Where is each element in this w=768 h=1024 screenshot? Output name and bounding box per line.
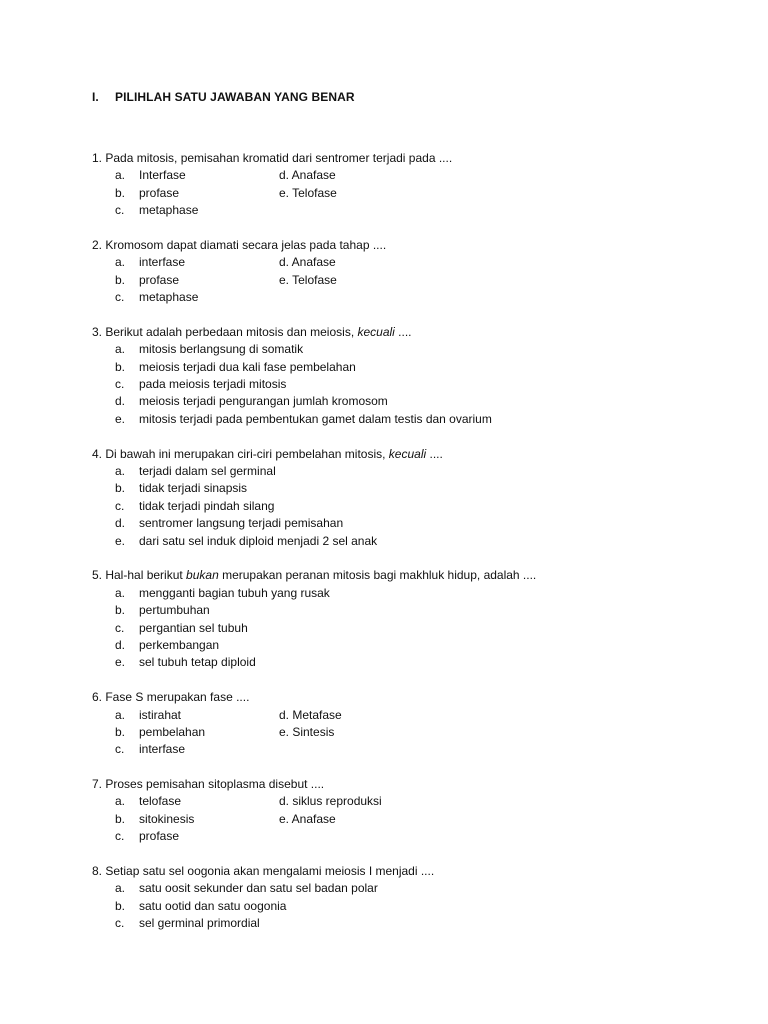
option-text: istirahat [139,707,182,722]
option-row [92,602,732,619]
option-letter: a. [115,585,126,600]
option-letter: e. [115,411,126,426]
question-1 [92,150,732,220]
option-row [92,637,732,654]
section-heading [92,90,355,104]
option-text: mitosis terjadi pada pembentukan gamet dalam testis dan ovarium [139,411,492,426]
option-letter: b. [115,481,126,496]
option-right: e. Telofase [279,185,337,200]
option-right: d. Anafase [279,168,336,183]
option-row [92,707,732,724]
option-text: satu ootid dan satu oogonia [139,898,287,913]
option-text: sitokinesis [139,811,195,826]
option-text: metaphase [139,290,199,305]
section-number: I. [92,90,99,104]
option-text: sel germinal primordial [139,916,260,931]
option-letter: c. [115,742,125,757]
question-emphasis: kecuali [388,446,427,461]
option-row [92,811,732,828]
question-text: 5. Hal-hal berikut [92,568,187,583]
option-letter: b. [115,185,126,200]
option-right: e. Sintesis [279,724,335,739]
question-stem [92,237,732,254]
question-text-end: merupakan peranan mitosis bagi makhluk hidup, adalah .... [218,568,537,583]
option-letter: d. [115,394,126,409]
option-letter: a. [115,255,126,270]
question-2 [92,237,732,307]
option-letter: c. [115,620,125,635]
question-emphasis: bukan [186,568,219,583]
question-text: 8. Setiap satu sel oogonia akan mengalami meiosis I menjadi .... [92,864,435,879]
option-row [92,341,732,358]
option-text: dari satu sel induk diploid menjadi 2 sel anak [139,533,378,548]
option-row [92,828,732,845]
section-title: PILIHLAH SATU JAWABAN YANG BENAR [115,90,355,104]
option-letter: a. [115,881,126,896]
option-right: e. Telofase [279,272,337,287]
question-emphasis: kecuali [357,324,395,339]
question-stem [92,567,732,584]
option-right: d. Metafase [279,707,342,722]
option-row [92,915,732,932]
option-right: e. Anafase [279,811,336,826]
option-letter: c. [115,916,125,931]
option-row [92,498,732,515]
option-row [92,202,732,219]
option-letter: a. [115,707,126,722]
option-letter: c. [115,290,125,305]
option-letter: c. [115,377,125,392]
option-row [92,289,732,306]
option-text: metaphase [139,203,199,218]
option-row [92,515,732,532]
question-4 [92,446,732,550]
question-6 [92,689,732,759]
option-text: pada meiosis terjadi mitosis [139,377,287,392]
option-row [92,654,732,671]
option-row [92,585,732,602]
option-text: meiosis terjadi dua kali fase pembelahan [139,359,356,374]
option-right: d. Anafase [279,255,336,270]
question-7 [92,776,732,846]
option-letter: a. [115,794,126,809]
question-stem [92,689,732,706]
question-text: 2. Kromosom dapat diamati secara jelas pada tahap .... [92,237,387,252]
question-text: 6. Fase S merupakan fase .... [92,690,250,705]
option-text: pergantian sel tubuh [139,620,248,635]
option-text: perkembangan [139,637,220,652]
option-text: meiosis terjadi pengurangan jumlah kromosom [139,394,388,409]
option-letter: e. [115,655,126,670]
option-text: interfase [139,742,186,757]
question-stem [92,776,732,793]
option-row [92,463,732,480]
option-text: profase [139,829,180,844]
question-list [92,150,732,950]
option-right: d. siklus reproduksi [279,794,382,809]
question-text-end: .... [394,324,412,339]
question-stem [92,150,732,167]
option-letter: b. [115,811,126,826]
question-8 [92,863,732,933]
option-row [92,533,732,550]
option-row [92,359,732,376]
question-text: 4. Di bawah ini merupakan ciri-ciri pembelahan mitosis, [92,446,389,461]
option-row [92,411,732,428]
option-letter: b. [115,603,126,618]
option-row [92,272,732,289]
question-text-end: .... [426,446,443,461]
option-text: terjadi dalam sel germinal [139,464,276,479]
option-letter: a. [115,342,126,357]
question-stem [92,324,732,341]
question-stem [92,446,732,463]
option-letter: d. [115,516,126,531]
option-letter: c. [115,829,125,844]
option-row [92,167,732,184]
option-text: sel tubuh tetap diploid [139,655,256,670]
question-text: 1. Pada mitosis, pemisahan kromatid dari sentromer terjadi pada .... [92,151,453,165]
option-text: telofase [139,794,182,809]
option-row [92,880,732,897]
option-letter: c. [115,498,125,513]
option-text: pembelahan [139,724,206,739]
question-5 [92,567,732,671]
option-text: mitosis berlangsung di somatik [139,342,304,357]
option-row [92,185,732,202]
option-letter: a. [115,168,126,183]
option-text: mengganti bagian tubuh yang rusak [139,585,330,600]
option-letter: b. [115,724,126,739]
option-text: tidak terjadi pindah silang [139,498,275,513]
option-letter: b. [115,359,126,374]
option-letter: b. [115,272,126,287]
option-text: profase [139,185,180,200]
question-text: 7. Proses pemisahan sitoplasma disebut .... [92,777,325,792]
question-text: 3. Berikut adalah perbedaan mitosis dan meiosis, [92,324,358,339]
option-row [92,620,732,637]
option-text: Interfase [139,168,186,183]
option-letter: e. [115,533,126,548]
option-text: pertumbuhan [139,603,210,618]
option-text: satu oosit sekunder dan satu sel badan polar [139,881,378,896]
option-letter: c. [115,203,125,218]
question-stem [92,863,732,880]
option-letter: b. [115,898,126,913]
option-text: profase [139,272,180,287]
option-text: interfase [139,255,186,270]
option-letter: a. [115,464,126,479]
question-3 [92,324,732,428]
option-text: tidak terjadi sinapsis [139,481,248,496]
option-row [92,898,732,915]
option-text: sentromer langsung terjadi pemisahan [139,516,344,531]
option-row [92,480,732,497]
option-row [92,741,732,758]
option-row [92,393,732,410]
option-row [92,724,732,741]
option-letter: d. [115,637,126,652]
option-row [92,376,732,393]
option-row [92,254,732,271]
option-row [92,793,732,810]
